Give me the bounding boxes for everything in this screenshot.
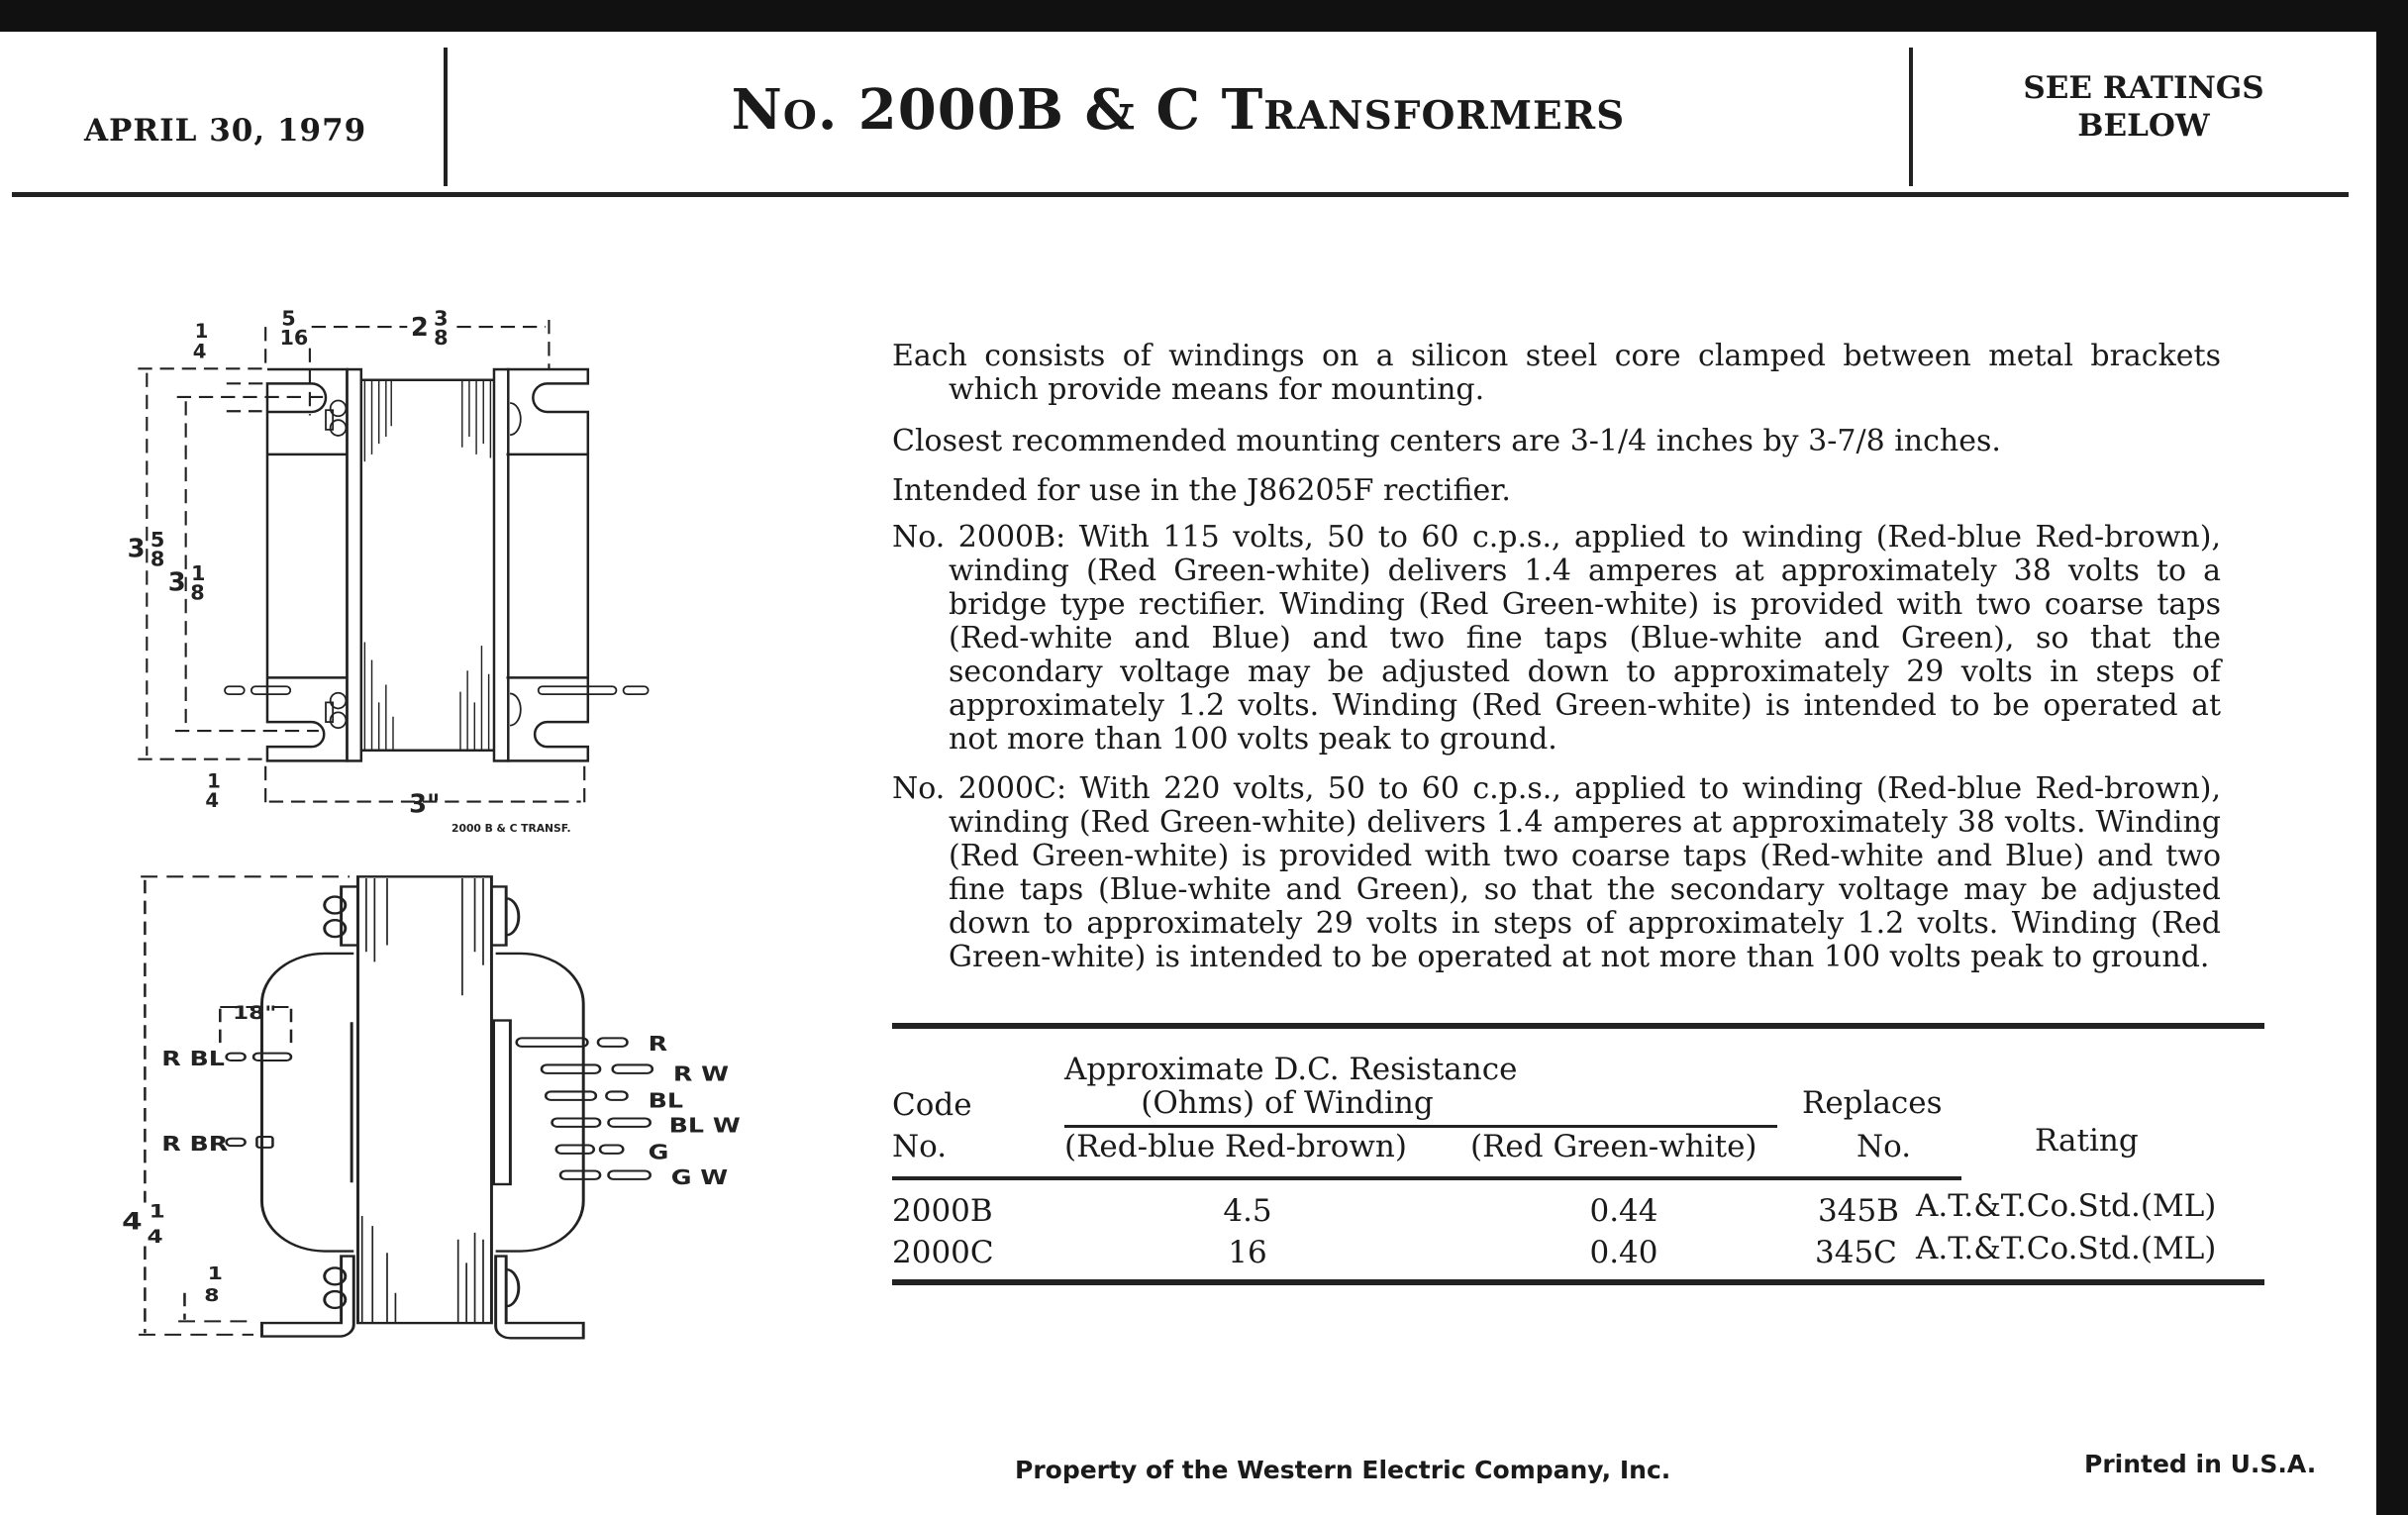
ratings-line-2: BELOW bbox=[2077, 108, 2210, 144]
cell-rating: A.T.&T.Co.Std.(ML) bbox=[1916, 1188, 2217, 1224]
dim-1-8-num: 1 bbox=[207, 1263, 223, 1284]
drawing-caption: 2000 B & C TRANSF. bbox=[452, 821, 571, 832]
dim-1-8-den: 8 bbox=[204, 1285, 220, 1306]
dim-3-5-8-num: 5 bbox=[150, 527, 165, 552]
lead-label-g: G bbox=[648, 1141, 669, 1164]
ratings-note bbox=[1916, 69, 2371, 145]
dim-1-4b-den: 4 bbox=[205, 788, 220, 812]
cell-red-blue-red-brown: 4.5 bbox=[1223, 1193, 1272, 1229]
ratings-line-1: SEE RATINGS bbox=[2023, 70, 2264, 106]
cell-code: 2000C bbox=[892, 1235, 994, 1270]
document-date: APRIL 30, 1979 bbox=[84, 113, 367, 149]
dimension-labels bbox=[128, 306, 571, 832]
lead-label-rbr: R BR bbox=[161, 1133, 229, 1157]
dim-2-3-8-num: 3 bbox=[434, 306, 449, 331]
core bbox=[357, 876, 491, 1323]
footer-property: Property of the Western Electric Company, Inc. bbox=[1015, 1456, 1671, 1484]
header-replaces: Replaces bbox=[1802, 1085, 1943, 1121]
lead-label-gw: G W bbox=[670, 1166, 729, 1190]
front-view-drawing bbox=[99, 852, 752, 1366]
dim-2-3-8-whole: 2 bbox=[410, 313, 429, 344]
cell-replaces: 345B bbox=[1818, 1193, 1899, 1229]
cell-rating: A.T.&T.Co.Std.(ML) bbox=[1916, 1231, 2217, 1266]
header-bottom-rule bbox=[892, 1176, 1961, 1180]
header-red-blue-red-brown: (Red-blue Red-brown) bbox=[1064, 1129, 1407, 1164]
paragraph-2000b: No. 2000B: With 115 volts, 50 to 60 c.p.s., applied to winding (Red-blue Red-brown), winding (Red Green-white) delivers 1.4 amperes at approximately 38 volts to a bridge type rectifier. Winding (Red Green-white) is provided with two coarse taps (Red-white and Blue) and two fine taps (Blue-white and Green), so that the secondary voltage may be adjusted down to approximately 29 volts in steps of approximately 1.2 volts. Winding (Red Green-white) is intended to be operated at not more than 100 volts peak to ground. bbox=[892, 520, 2221, 757]
dim-3-1-8-den: 8 bbox=[190, 580, 205, 605]
header-resistance-units: (Ohms) of Winding bbox=[1141, 1085, 1434, 1121]
dim-4-1-4-den: 4 bbox=[147, 1225, 163, 1248]
paragraph-usage: Intended for use in the J86205F rectifier. bbox=[892, 473, 1511, 508]
header-rating: Rating bbox=[2035, 1123, 2139, 1159]
dim-lead-spacing: 18" bbox=[232, 1001, 277, 1024]
dim-2-3-8-den: 8 bbox=[434, 325, 449, 350]
top-view-drawing bbox=[99, 277, 653, 832]
cell-red-green-white: 0.40 bbox=[1589, 1235, 1658, 1270]
dim-5-16-num: 5 bbox=[281, 306, 296, 331]
cell-code: 2000B bbox=[892, 1193, 993, 1229]
left-bracket bbox=[267, 369, 348, 760]
dim-3-1-8-num: 1 bbox=[191, 560, 206, 585]
dim-3-5-8-den: 8 bbox=[150, 547, 165, 571]
cell-replaces: 345C bbox=[1815, 1235, 1897, 1270]
dim-3-1-8-whole: 3 bbox=[167, 567, 186, 598]
cell-red-blue-red-brown: 16 bbox=[1228, 1235, 1267, 1270]
header-red-green-white: (Red Green-white) bbox=[1470, 1129, 1757, 1164]
header-replaces-no: No. bbox=[1856, 1129, 1912, 1164]
core bbox=[347, 369, 508, 760]
dim-1-4b-num: 1 bbox=[207, 769, 221, 793]
lead-label-rw: R W bbox=[672, 1062, 730, 1086]
paragraph-mounting: Closest recommended mounting centers are 3-1/4 inches by 3-7/8 inches. bbox=[892, 424, 2001, 458]
header-divider bbox=[1909, 48, 1913, 186]
scan-border-right bbox=[2376, 0, 2408, 1515]
dim-1-4-den: 4 bbox=[192, 340, 207, 363]
paragraph-2000c: No. 2000C: With 220 volts, 50 to 60 c.p.s., applied to winding (Red-blue Red-brown), winding (Red Green-white) delivers 1.4 amperes at approximately 38 volts. Winding (Red Green-white) is provided with two coarse taps (Red-white and Blue) and two fine taps (Blue-white and Green), so that the secondary voltage may be adjusted down to approximately 29 volts in steps of approximately 1.2 volts. Winding (Red Green-white) is intended to be operated at not more than 100 volts peak to ground. bbox=[892, 771, 2221, 974]
dim-3-inch: 3" bbox=[409, 789, 441, 820]
footer-printed: Printed in U.S.A. bbox=[2084, 1450, 2317, 1478]
header-resistance: Approximate D.C. Resistance bbox=[1064, 1052, 1518, 1087]
dim-3-5-8-whole: 3 bbox=[127, 534, 146, 564]
paragraph-construction: Each consists of windings on a silicon steel core clamped between metal brackets which provide means for mounting. bbox=[892, 339, 2221, 407]
header-group-rule bbox=[1064, 1125, 1777, 1128]
dim-4-1-4-whole: 4 bbox=[122, 1208, 143, 1236]
header-code: Code bbox=[892, 1087, 972, 1123]
dimension-lines bbox=[139, 876, 350, 1335]
dim-4-1-4-num: 1 bbox=[149, 1200, 165, 1223]
dim-1-4-num: 1 bbox=[194, 319, 209, 343]
table-top-rule bbox=[892, 1023, 2264, 1029]
header-divider bbox=[444, 48, 448, 186]
lead-label-rbl: R BL bbox=[161, 1048, 225, 1071]
scan-border-top bbox=[0, 0, 2408, 32]
table-bottom-rule bbox=[892, 1279, 2264, 1285]
lead-label-bl: BL bbox=[648, 1089, 683, 1113]
header-rule bbox=[12, 192, 2349, 197]
cell-red-green-white: 0.44 bbox=[1589, 1193, 1658, 1229]
lead-label-r: R bbox=[648, 1033, 668, 1057]
page-title: No. 2000B & C Transformers bbox=[731, 77, 1626, 143]
dim-5-16-den: 16 bbox=[279, 325, 309, 350]
lead-label-blw: BL W bbox=[668, 1114, 741, 1138]
header-code-no: No. bbox=[892, 1129, 948, 1164]
